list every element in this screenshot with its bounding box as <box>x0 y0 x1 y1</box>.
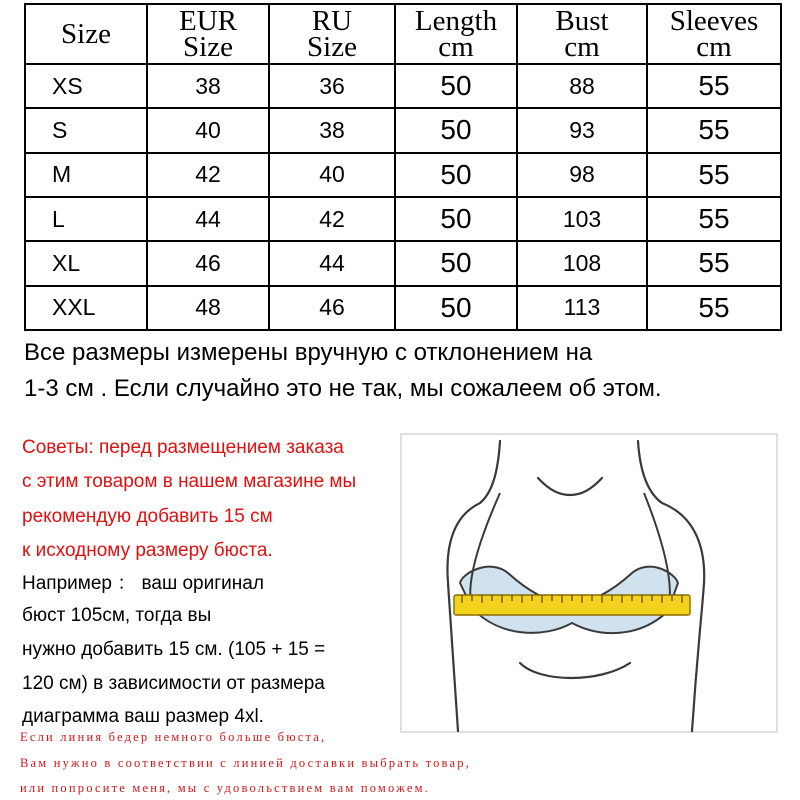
measuring-tape <box>454 595 690 615</box>
footnote-line-3: или попросите меня, мы с удовольствием вам поможем. <box>20 781 431 795</box>
cell-size: M <box>25 153 147 197</box>
cell-eur: 38 <box>147 64 269 108</box>
cell-length: 50 <box>395 64 517 108</box>
cell-sleeves: 55 <box>647 241 781 285</box>
cell-ru: 38 <box>269 108 395 152</box>
footnote-line-2: Вам нужно в соответствии с линией доставки выбрать товар, <box>20 756 471 770</box>
cell-size: L <box>25 197 147 241</box>
cell-ru: 44 <box>269 241 395 285</box>
tip-line-2: бюст 105см, тогда вы <box>22 605 212 626</box>
cell-length: 50 <box>395 241 517 285</box>
cell-ru: 42 <box>269 197 395 241</box>
cell-size: S <box>25 108 147 152</box>
cell-eur: 48 <box>147 286 269 330</box>
header-sleeves: Sleeves cm <box>647 4 781 64</box>
cell-eur: 44 <box>147 197 269 241</box>
table-row <box>25 197 781 241</box>
bust-measurement-illustration <box>400 433 778 733</box>
table-row <box>25 153 781 197</box>
cell-eur: 40 <box>147 108 269 152</box>
header-size: Size <box>25 4 147 64</box>
cell-bust: 88 <box>517 64 647 108</box>
cell-ru: 36 <box>269 64 395 108</box>
cell-bust: 93 <box>517 108 647 152</box>
tip-line-4: 120 см) в зависимости от размера <box>22 673 325 694</box>
header-bust: Bust cm <box>517 4 647 64</box>
table-row <box>25 64 781 108</box>
cell-length: 50 <box>395 197 517 241</box>
cell-eur: 46 <box>147 241 269 285</box>
cell-bust: 108 <box>517 241 647 285</box>
cell-sleeves: 55 <box>647 108 781 152</box>
table-row <box>25 108 781 152</box>
disclaimer-line-1: Все размеры измерены вручную с отклонением на <box>24 339 593 366</box>
table-row <box>25 241 781 285</box>
cell-length: 50 <box>395 153 517 197</box>
cell-sleeves: 55 <box>647 286 781 330</box>
size-table <box>24 3 782 331</box>
table-header-row <box>25 4 781 64</box>
tip-line-5: диаграмма ваш размер 4xl. <box>22 706 264 727</box>
cell-sleeves: 55 <box>647 153 781 197</box>
cell-sleeves: 55 <box>647 64 781 108</box>
tip-red-line-3: рекомендую добавить 15 см <box>22 506 273 527</box>
disclaimer-line-2: 1-3 см . Если случайно это не так, мы сожалеем об этом. <box>24 375 662 402</box>
cell-bust: 113 <box>517 286 647 330</box>
cell-length: 50 <box>395 108 517 152</box>
illustration-frame <box>401 434 777 732</box>
cell-length: 50 <box>395 286 517 330</box>
tip-line-1: Например ： ваш оригинал <box>22 573 264 594</box>
tip-red-line-1: Советы: перед размещением заказа <box>22 437 344 458</box>
cell-eur: 42 <box>147 153 269 197</box>
cell-ru: 40 <box>269 153 395 197</box>
tip-red-line-2: с этим товаром в нашем магазине мы <box>22 471 357 492</box>
footnote-line-1: Если линия бедер немного больше бюста, <box>20 730 327 744</box>
table-row <box>25 286 781 330</box>
cell-size: XXL <box>25 286 147 330</box>
cell-size: XS <box>25 64 147 108</box>
header-eur: EUR Size <box>147 4 269 64</box>
cell-bust: 103 <box>517 197 647 241</box>
header-ru: RU Size <box>269 4 395 64</box>
header-length: Length cm <box>395 4 517 64</box>
cell-bust: 98 <box>517 153 647 197</box>
tip-red-line-4: к исходному размеру бюста. <box>22 540 273 561</box>
cell-size: XL <box>25 241 147 285</box>
cell-sleeves: 55 <box>647 197 781 241</box>
cell-ru: 46 <box>269 286 395 330</box>
tip-line-3: нужно добавить 15 см. (105 + 15 = <box>22 639 326 660</box>
